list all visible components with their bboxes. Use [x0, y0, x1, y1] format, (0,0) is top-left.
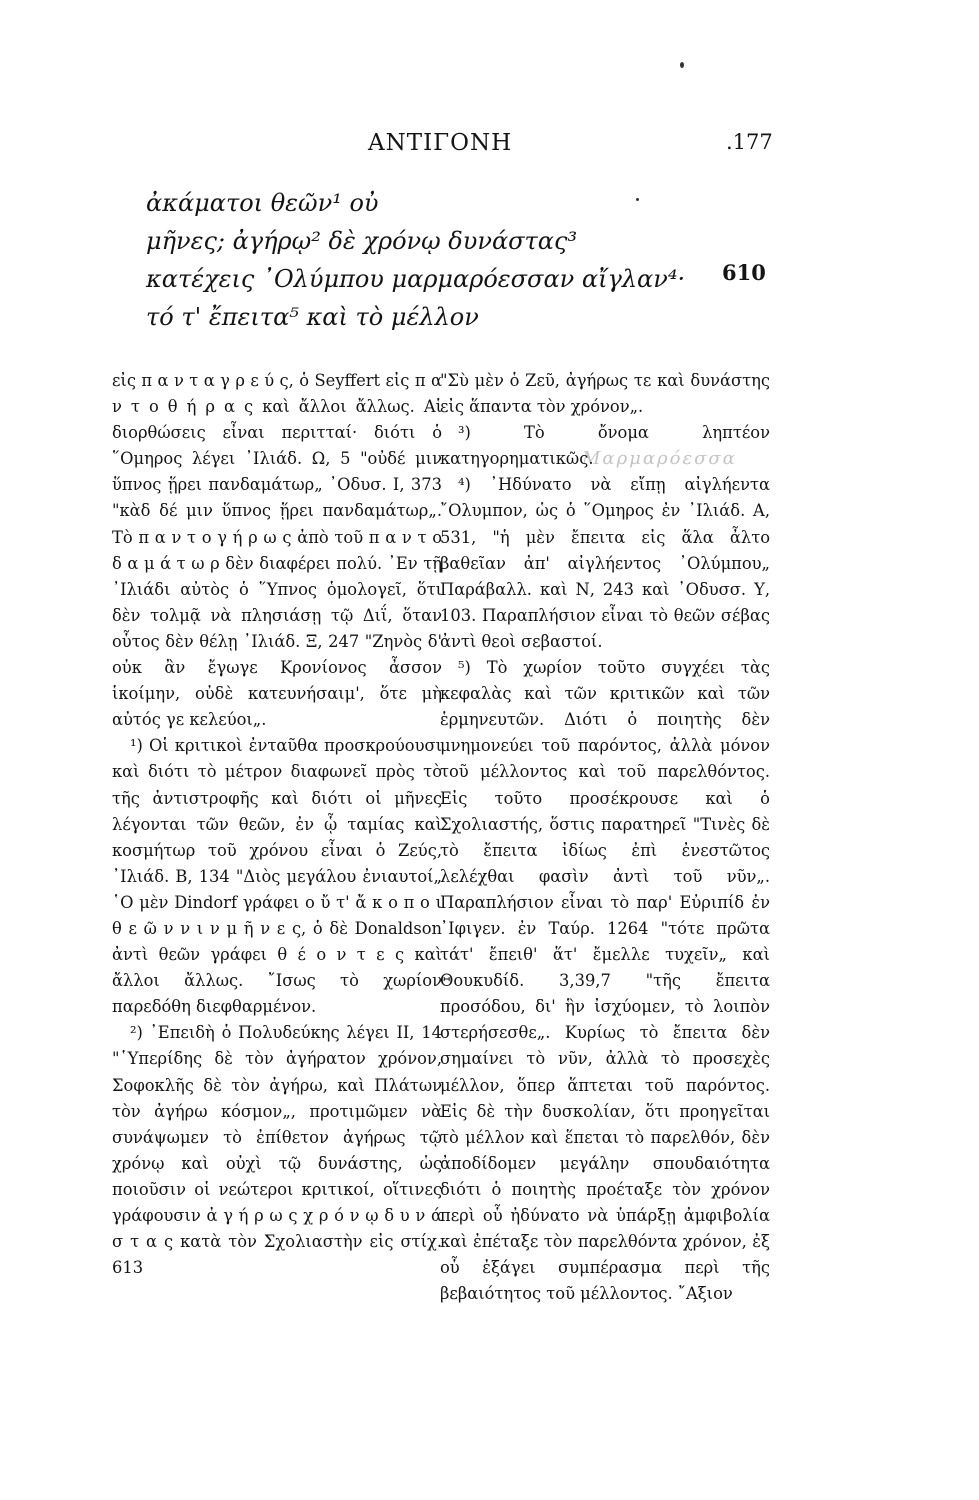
- commentary-right-column: [440, 368, 770, 1307]
- commentary-left-column: [112, 368, 442, 1281]
- footnote-2: ²) ᾿Επειδὴ ὁ Πολυδεύκης λέγει ΙΙ, 14 "῾Υπερίδης δὲ τὸν ἀγήρατον χρόνον, Σοφοκλῆς δὲ τὸν ἀγήρω, καὶ Πλάτων τὸν ἀγήρω κόσμον„, προτιμῶμεν νὰ συνάψωμεν τὸ ἐπίθετον ἀγήρως τῷ χρόνῳ καὶ οὐχὶ τῷ δυνάστης, ὡς ποιοῦσιν οἱ νεώτεροι κριτικοί, οἵτινες γράφουσιν ἀ γ ή ρ ω ς χ ρ ό ν ῳ δ υ ν ά σ τ α ς κατὰ τὸν Σχολιαστὴν εἰς στίχ. 613: [112, 1023, 442, 1278]
- scan-speck: [680, 62, 684, 68]
- pencil-annotation: Μαρμαρόεσσα: [582, 448, 737, 469]
- verse-line-number: 610: [722, 260, 766, 285]
- footnote-1: ¹) Οἱ κριτικοὶ ἐνταῦθα προσκρούουσι καὶ διότι τὸ μέτρον διαφωνεῖ πρὸς τὸ τῆς ἀντιστροφῆς καὶ διότι οἱ μῆνες λέγονται τῶν θεῶν, ἐν ᾧ ταμίας καὶ κοσμήτωρ τοῦ χρόνου εἶναι ὁ Ζεύς, ᾿Ιλιάδ. Β, 134 "Διὸς μεγάλου ἐνιαυτοί„ ῾Ο μὲν Dindorf γράφει ο ὔ τ' ἄ κ ο π ο ι θ ε ῶ ν ν ι ν μ ῆ ν ε ς, ὁ δὲ Donaldson ἀντὶ θεῶν γράφει θ έ ο ν τ ε ς καὶ ἄλλοι ἄλλως. ῎Ισως τὸ χωρίον παρεδόθη διεφθαρμένον.: [112, 736, 442, 1017]
- footnote-5: ⁵) Τὸ χωρίον τοῦτο συγχέει τὰς κεφαλὰς καὶ τῶν κριτικῶν καὶ τῶν ἑρμηνευτῶν. Διότι ὁ ποιητὴς δὲν μνημονεύει τοῦ παρόντος, ἀλλὰ μόνον τοῦ μέλλοντος καὶ τοῦ παρελθόντος. Εἰς τοῦτο προσέκρουσε καὶ ὁ Σχολιαστής, ὅστις παρατηρεῖ "Τινὲς δὲ τὸ ἔπειτα ἰδίως ἐπὶ ἐνεστῶτος λελέχθαι φασὶν ἀντὶ τοῦ νῦν„. Παραπλήσιον εἶναι τὸ παρ' Εὐριπίδ ἐν ᾿Ιφιγεν. ἐν Ταύρ. 1264 "τότε πρῶτα τάτ' ἔπειθ' ἅτ' ἔμελλε τυχεῖν„ καὶ Θουκυδίδ. 3,39,7 "τῆς ἔπειτα προσόδου, δι' ἣν ἰσχύομεν, τὸ λοιπὸν στερήσεσθε„. Κυρίως τὸ ἔπειτα δὲν σημαίνει τὸ νῦν, ἀλλὰ τὸ προσεχὲς μέλλον, ὅπερ ἅπτεται τοῦ παρόντος. Εἰς δὲ τὴν δυσκολίαν, ὅτι προηγεῖται τὸ μέλλον καὶ ἕπεται τὸ παρελθόν, δὲν ἀποδίδομεν μεγάλην σπουδαιότητα διότι ὁ ποιητὴς προέταξε τὸν χρόνον περὶ οὗ ἠδύνατο νὰ ὑπάρξῃ ἀμφιβολία καὶ ἐπέταξε τὸν παρελθόντα χρόνον, ἐξ οὗ ἐξάγει συμπέρασμα περὶ τῆς βεβαιότητος τοῦ μέλλοντος. ῎Αξιον: [440, 658, 770, 1304]
- verse-line: κατέχεις ᾿Ολύμπου μαρμαρόεσσαν αἴγλαν⁴·: [146, 265, 686, 293]
- verse-line: ἀκάματοι θεῶν¹ οὐ: [146, 189, 379, 217]
- verse-line: τό τ' ἔπειτα⁵ καὶ τὸ μέλλον: [146, 303, 479, 331]
- footnote-4: ⁴) ᾿Ηδύνατο νὰ εἴπῃ αἰγλήεντα ῎Ολυμπον, ὡς ὁ ῞Ομηρος ἐν ᾿Ιλιάδ. Α, 531, "ἡ μὲν ἔπειτα εἰς ἅλα ἆλτο βαθεῖαν ἀπ' αἰγλήεντος ᾿Ολύμπου„ Παράβαλλ. καὶ Ν, 243 καὶ ᾿Οδυσσ. Υ, 103. Παραπλήσιον εἶναι τὸ θεῶν σέβας ἀντὶ θεοὶ σεβαστοί.: [440, 475, 770, 651]
- verse-block: [146, 184, 746, 336]
- footnote-3: ³) Τὸ ὄνομα ληπτέον κατηγορηματικῶς.: [440, 423, 770, 469]
- commentary-paragraph: εἰς π α ν τ α γ ρ ε ύ ς, ὁ Seyffert εἰς π α ν τ ο θ ή ρ α ς καὶ ἄλλοι ἄλλως. Αἱ διορθώσεις εἶναι περιτταί· διότι ὁ ῞Ομηρος λέγει ᾿Ιλιάδ. Ω, 5 "οὐδέ μιν ὕπνος ᾕρει πανδαμάτωρ„ ᾿Οδυσ. Ι, 373 "κὰδ δέ μιν ὕπνος ᾕρει πανδαμάτωρ„. Τὸ π α ν τ ο γ ή ρ ω ς ἀπὸ τοῦ π α ν τ ο δ α μ ά τ ω ρ δὲν διαφέρει πολύ. ᾿Εν τῇ ᾿Ιλιάδι αὐτὸς ὁ ῞Υπνος ὁμολογεῖ, ὅτι δὲν τολμᾷ νὰ πλησιάσῃ τῷ Διΐ, ὅταν οὗτος δὲν θέλῃ ᾿Ιλιάδ. Ξ, 247 "Ζηνὸς δ' οὐκ ἂν ἔγωγε Κρονίονος ἆσσον ἱκοίμην, οὐδὲ κατευνήσαιμ', ὅτε μὴ αὐτός γε κελεύοι„.: [112, 371, 442, 730]
- page-number: .177: [726, 130, 773, 154]
- running-title: ΑΝΤΙΓΟΝΗ: [368, 130, 513, 156]
- verse-line: μῆνες; ἀγήρῳ² δὲ χρόνῳ δυνάστας³: [146, 227, 578, 255]
- commentary-paragraph: "Σὺ μὲν ὁ Ζεῦ, ἀγήρως τε καὶ δυνάστης εἰς ἅπαντα τὸν χρόνον„.: [440, 371, 770, 417]
